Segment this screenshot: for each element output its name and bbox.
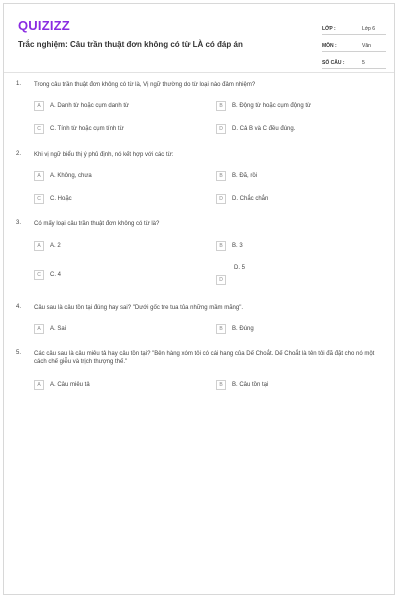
question-text: Các câu sau là câu miêu tả hay câu tồn tại? "Bên hàng xóm tôi có cái hang của Dế Choắt. Dế Choắt là tên tôi đã đặt cho nó một cách chế giễu và trịch thượng thế." — [34, 351, 375, 365]
option-label: B. Động từ hoặc cụm động từ — [232, 103, 312, 109]
quizizz-logo: QUIZIZZ — [18, 18, 70, 33]
option-label: D. 5 — [234, 265, 246, 271]
option-label: A. Danh từ hoặc cụm danh từ — [50, 103, 130, 109]
option-b[interactable] — [216, 100, 311, 112]
meta-row-subject — [322, 35, 386, 52]
question-number: 2. — [16, 151, 22, 157]
option-b[interactable] — [216, 170, 257, 182]
option-box[interactable]: C — [34, 194, 44, 204]
option-d[interactable] — [216, 123, 295, 135]
option-box[interactable]: D — [216, 124, 226, 134]
option-a[interactable] — [34, 379, 90, 391]
option-b[interactable] — [216, 240, 243, 252]
option-box[interactable]: B — [216, 324, 226, 334]
meta-row-class — [322, 18, 386, 35]
meta-label: SỐ CÂU : — [322, 60, 345, 66]
option-c[interactable] — [34, 123, 124, 135]
option-box[interactable]: D — [216, 194, 226, 204]
option-a[interactable] — [34, 240, 61, 252]
meta-value: Văn — [362, 43, 371, 49]
option-label: B. Đã, rồi — [232, 173, 258, 179]
option-a[interactable] — [34, 100, 129, 112]
option-label: A. 2 — [50, 243, 61, 249]
question-text: Trong câu trần thuật đơn không có từ là, Vị ngữ thường do từ loại nào đảm nhiệm? — [34, 82, 256, 88]
meta-label: MÔN : — [322, 43, 337, 49]
option-box[interactable]: A — [34, 380, 44, 390]
option-c[interactable] — [34, 193, 72, 205]
question-number: 3. — [16, 220, 22, 226]
question-number: 4. — [16, 304, 22, 310]
question-number: 1. — [16, 81, 22, 87]
option-box[interactable]: B — [216, 101, 226, 111]
question-text: Có mấy loại câu trần thuật đơn không có từ là? — [34, 221, 160, 227]
question-text: Câu sau là câu tồn tại đúng hay sai? "Dưới gốc tre tua tủa những mầm măng". — [34, 305, 244, 311]
option-label: A. Không, chưa — [50, 173, 92, 179]
meta-label: LỚP : — [322, 26, 336, 32]
option-box[interactable]: A — [34, 241, 44, 251]
question-text: Khi vị ngữ biểu thị ý phủ định, nó kết hợp với các từ: — [34, 152, 174, 158]
option-label: C. Hoặc — [50, 196, 72, 202]
meta-value: 5 — [362, 60, 365, 66]
option-d[interactable] — [216, 262, 245, 286]
option-c[interactable] — [34, 269, 61, 281]
option-label: C. 4 — [50, 272, 62, 278]
option-label: B. 3 — [232, 243, 243, 249]
option-label: D. Chắc chắn — [232, 196, 269, 202]
option-box[interactable]: A — [34, 171, 44, 181]
option-box[interactable]: A — [34, 324, 44, 334]
worksheet-meta — [322, 18, 386, 69]
worksheet-header — [12, 12, 392, 68]
option-box[interactable]: D — [216, 275, 226, 285]
meta-row-count — [322, 52, 386, 69]
option-a[interactable] — [34, 170, 92, 182]
option-box[interactable]: B — [216, 241, 226, 251]
option-box[interactable]: B — [216, 380, 226, 390]
option-label: A. Sai — [50, 326, 67, 332]
option-label: D. Cả B và C đều đúng. — [232, 126, 296, 132]
meta-value: Lớp 6 — [362, 26, 376, 32]
option-d[interactable] — [216, 193, 268, 205]
question-number: 5. — [16, 350, 22, 356]
option-label: A. Câu miêu tả — [50, 382, 90, 388]
option-box[interactable]: C — [34, 270, 44, 280]
option-label: B. Câu tồn tại — [232, 382, 269, 388]
header-divider — [4, 72, 394, 73]
option-box[interactable]: A — [34, 101, 44, 111]
option-box[interactable]: B — [216, 171, 226, 181]
option-box[interactable]: C — [34, 124, 44, 134]
worksheet-title: Trắc nghiệm: Câu trần thuật đơn không có từ LÀ có đáp án — [18, 40, 243, 49]
option-label: C. Tính từ hoặc cụm tính từ — [50, 126, 124, 132]
option-b[interactable] — [216, 379, 268, 391]
option-label: B. Đúng — [232, 326, 254, 332]
worksheet-page — [3, 3, 395, 595]
option-b[interactable] — [216, 323, 254, 335]
option-a[interactable] — [34, 323, 66, 335]
